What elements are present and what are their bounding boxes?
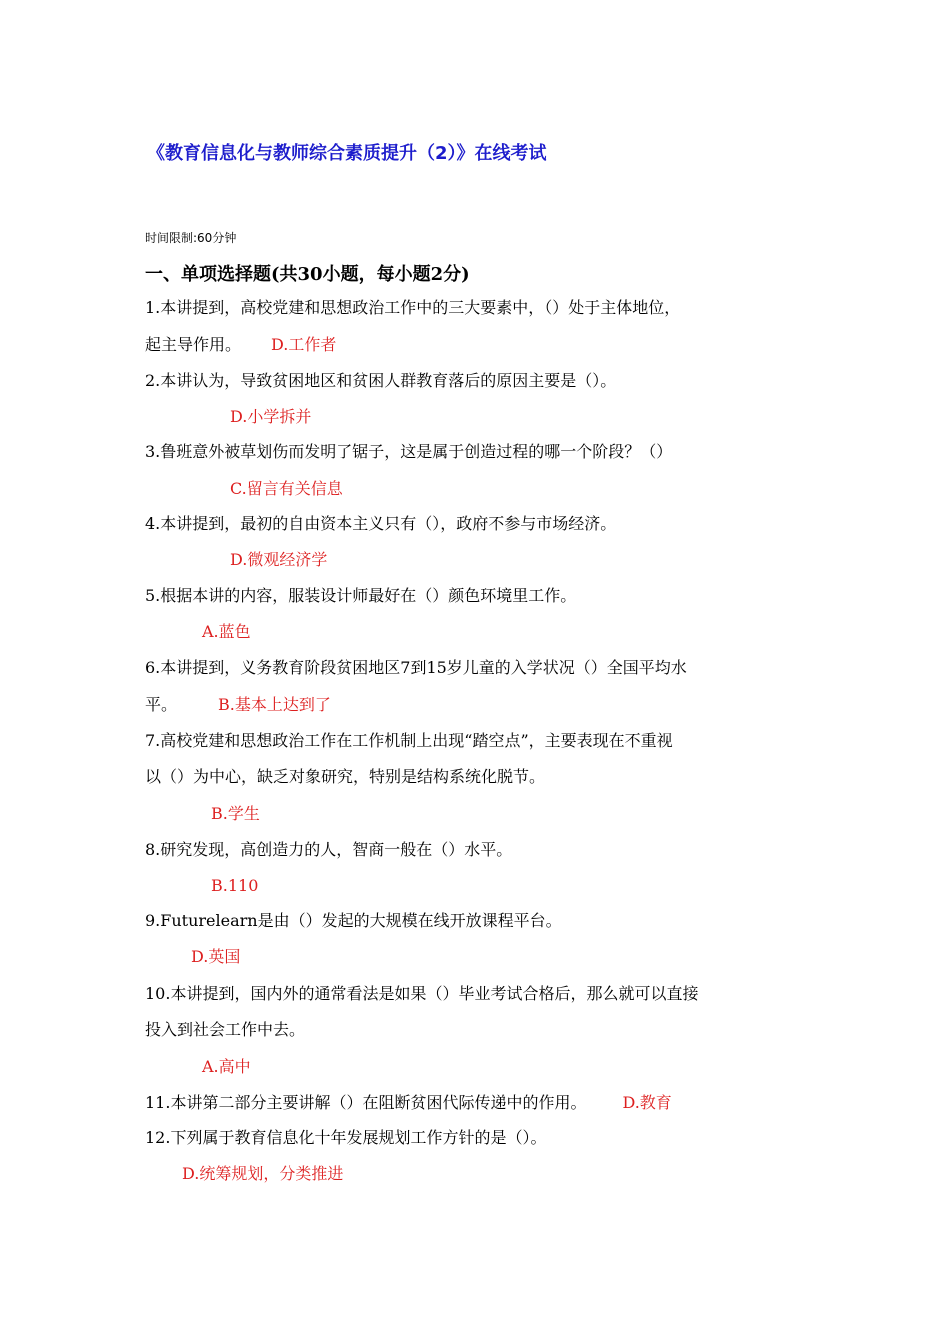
answer-12: D.统筹规划，分类推进 xyxy=(182,1164,344,1183)
question-7-line-1: 7.高校党建和思想政治工作在工作机制上出现“踏空点”，主要表现在不重视 xyxy=(145,731,673,750)
question-8-line-1: 8.研究发现，高创造力的人，智商一般在（）水平。 xyxy=(145,840,513,859)
section-heading: 一、单项选择题(共30小题，每小题2分) xyxy=(145,264,470,285)
question-1-line-1: 1.本讲提到，高校党建和思想政治工作中的三大要素中，（）处于主体地位， xyxy=(145,298,681,317)
question-4-line-1: 4.本讲提到，最初的自由资本主义只有（），政府不参与市场经济。 xyxy=(145,514,617,533)
answer-9: D.英国 xyxy=(191,947,241,966)
question-9-line-1: 9.Futurelearn是由（）发起的大规模在线开放课程平台。 xyxy=(145,911,562,930)
question-5-line-1: 5.根据本讲的内容，服装设计师最好在（）颜色环境里工作。 xyxy=(145,586,577,605)
answer-1: D.工作者 xyxy=(271,335,337,354)
answer-7: B.学生 xyxy=(211,804,260,823)
answer-10: A.高中 xyxy=(202,1057,251,1076)
question-6-line-2: 平。 B.基本上达到了 xyxy=(145,695,331,714)
question-12-line-1: 12.下列属于教育信息化十年发展规划工作方针的是（）。 xyxy=(145,1128,547,1147)
answer-3: C.留言有关信息 xyxy=(230,479,343,498)
question-1-line-2: 起主导作用。 D.工作者 xyxy=(145,335,337,354)
exam-title: 《教育信息化与教师综合素质提升（2）》在线考试 xyxy=(147,143,547,164)
question-3-line-1: 3.鲁班意外被草划伤而发明了锯子，这是属于创造过程的哪一个阶段？（） xyxy=(145,442,673,461)
answer-2: D.小学拆并 xyxy=(230,407,312,426)
answer-6: B.基本上达到了 xyxy=(218,695,331,714)
answer-8: B.110 xyxy=(211,876,259,895)
question-2-line-1: 2.本讲认为，导致贫困地区和贫困人群教育落后的原因主要是（）。 xyxy=(145,371,617,390)
question-11-line-1: 11.本讲第二部分主要讲解（）在阻断贫困代际传递中的作用。 D.教育 xyxy=(145,1093,672,1112)
answer-4: D.微观经济学 xyxy=(230,550,328,569)
answer-11: D.教育 xyxy=(622,1093,672,1112)
question-10-line-2: 投入到社会工作中去。 xyxy=(145,1020,306,1039)
answer-5: A.蓝色 xyxy=(202,622,251,641)
time-limit: 时间限制:60分钟 xyxy=(145,231,237,245)
question-10-line-1: 10.本讲提到，国内外的通常看法是如果（）毕业考试合格后，那么就可以直接 xyxy=(145,984,699,1003)
question-6-line-1: 6.本讲提到，义务教育阶段贫困地区7到15岁儿童的入学状况（）全国平均水 xyxy=(145,658,687,677)
question-7-line-2: 以（）为中心，缺乏对象研究，特别是结构系统化脱节。 xyxy=(145,767,546,786)
